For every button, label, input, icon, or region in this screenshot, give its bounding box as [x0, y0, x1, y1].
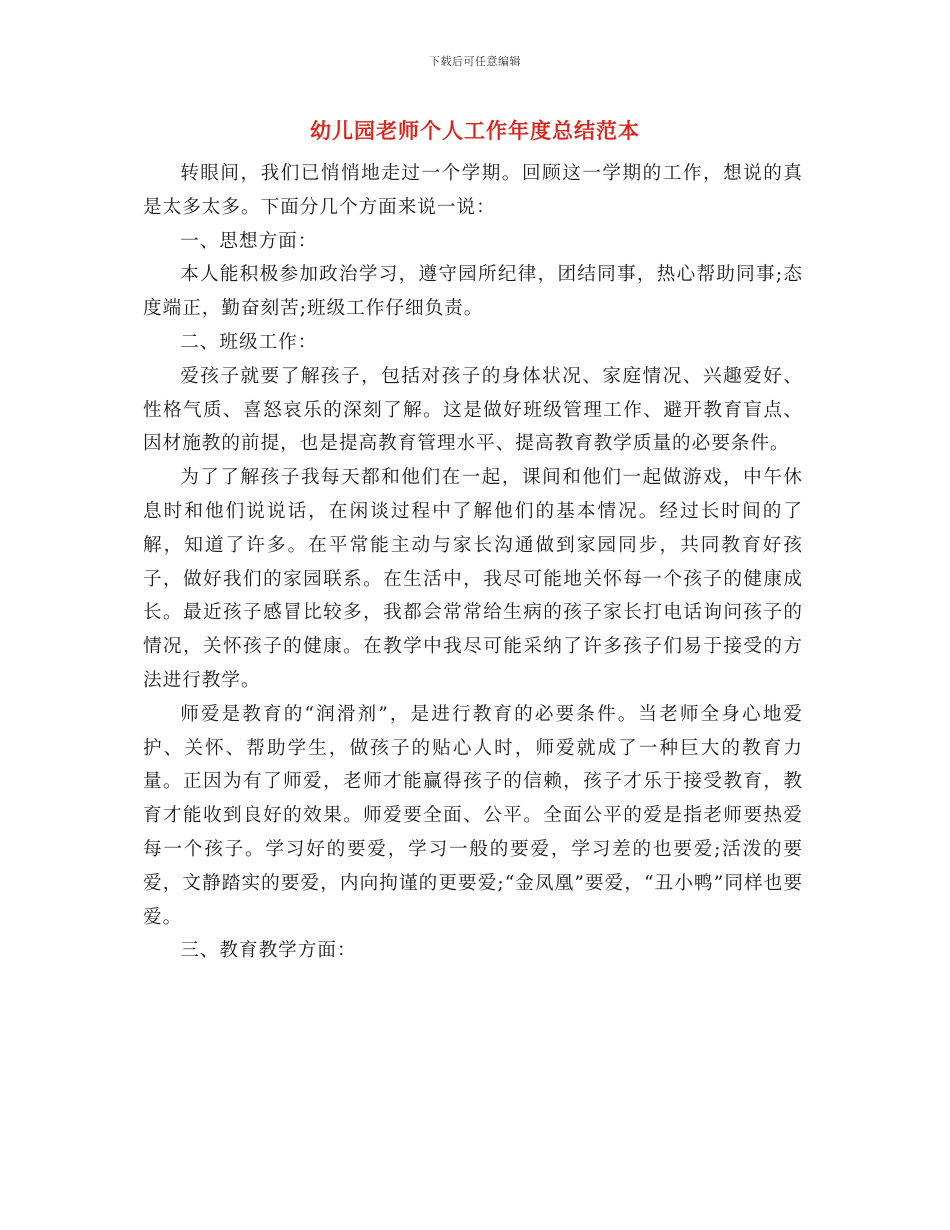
section-heading-thought: 一、思想方面： [180, 230, 318, 252]
document-body [143, 157, 803, 968]
section-heading-teaching: 三、教育教学方面： [180, 940, 357, 962]
paragraph-daily-contact: 为了了解孩子我每天都和他们在一起，课间和他们一起做游戏，中午休息时和他们说说话，在闲谈过程中了解他们的基本情况。经过长时间的了解，知道了许多。在平常能主动与家长沟通做到家园同步，共同教育好孩子，做好我们的家园联系。在生活中，我尽可能地关怀每一个孩子的健康成长。最近孩子感冒比较多，我都会常常给生病的孩子家长打电话询问孩子的情况，关怀孩子的健康。在教学中我尽可能采纳了许多孩子们易于接受的方法进行教学。 [143, 467, 803, 691]
section-heading-class-work: 二、班级工作： [180, 331, 318, 353]
paragraph-understand-children: 爱孩子就要了解孩子，包括对孩子的身体状况、家庭情况、兴趣爱好、性格气质、喜怒哀乐的深刻了解。这是做好班级管理工作、避开教育盲点、因材施教的前提，也是提高教育管理水平、提高教育教学质量的必要条件。 [143, 365, 803, 455]
document-title: 幼儿园老师个人工作年度总结范本 [310, 118, 640, 143]
header-note: 下载后可任意编辑 [429, 55, 521, 68]
paragraph-intro: 转眼间，我们已悄悄地走过一个学期。回顾这一学期的工作，想说的真是太多太多。下面分几个方面来说一说： [143, 163, 803, 218]
paragraph-thought: 本人能积极参加政治学习，遵守园所纪律，团结同事，热心帮助同事;态度端正，勤奋刻苦;班级工作仔细负责。 [143, 264, 803, 320]
paragraph-teacher-love: 师爱是教育的“润滑剂”，是进行教育的必要条件。当老师全身心地爱护、关怀、帮助学生，做孩子的贴心人时，师爱就成了一种巨大的教育力量。正因为有了师爱，老师才能赢得孩子的信赖，孩子才乐于接受教育，教育才能收到良好的效果。师爱要全面、公平。全面公平的爱是指老师要热爱每一个孩子。学习好的要爱，学习一般的要爱，学习差的也要爱;活泼的要爱，文静踏实的要爱，内向拘谨的更要爱;“金凤凰”要爱，“丑小鸭”同样也要爱。 [143, 703, 803, 928]
